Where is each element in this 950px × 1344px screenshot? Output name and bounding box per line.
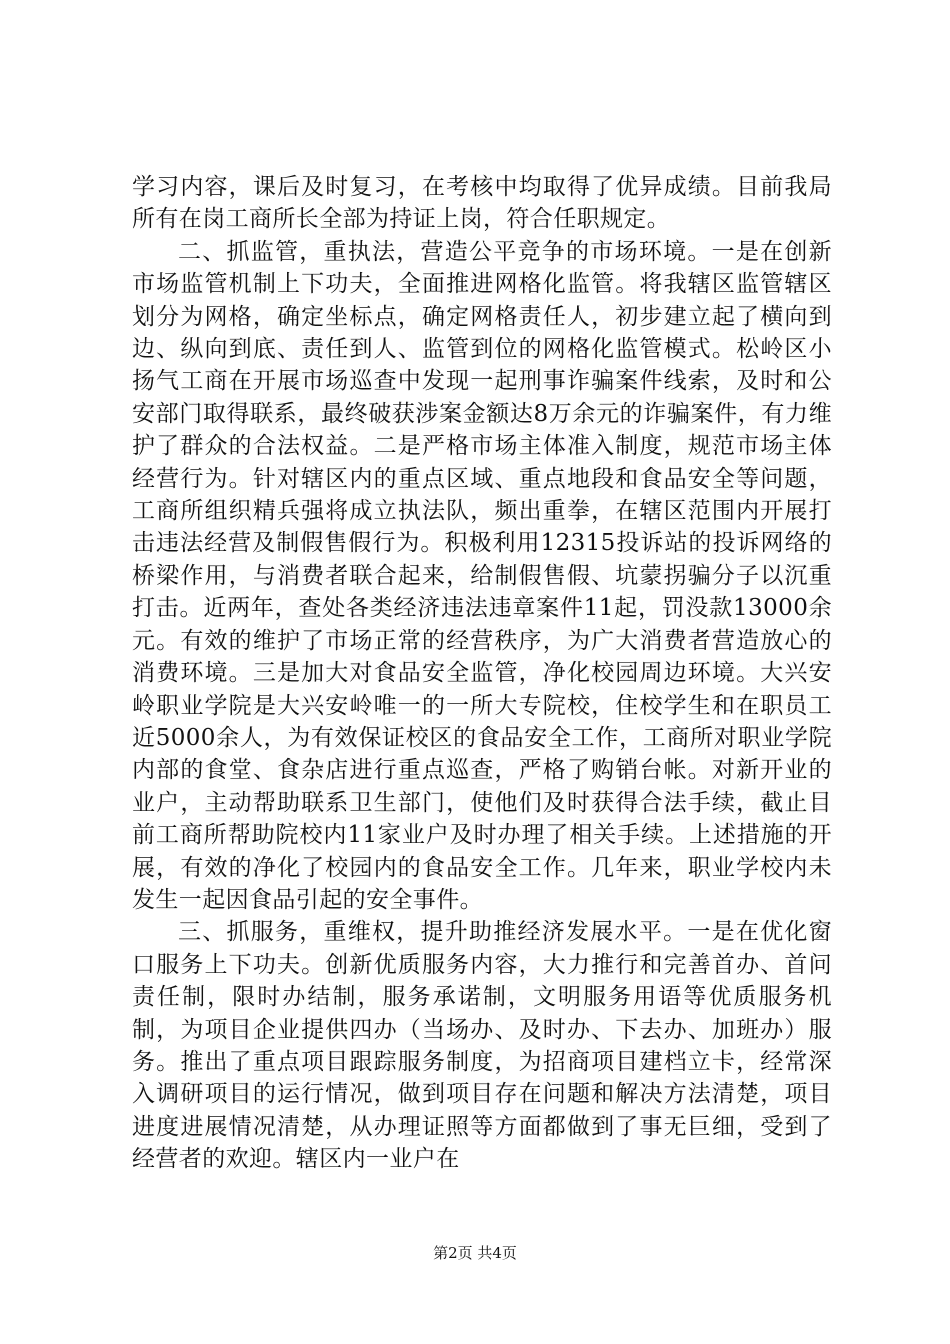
page-number-label: 第2页 共4页	[433, 1244, 517, 1262]
paragraph-3: 三、抓服务，重维权，提升助推经济发展水平。一是在优化窗口服务上下功夫。创新优质服务内容，大力推行和完善首办、首问责任制，限时办结制，服务承诺制，文明服务用语等优质服务机制，为项目企业提供四办（当场办、及时办、下去办、加班办）服务。推出了重点项目跟踪服务制度，为招商项目建档立卡，经常深入调研项目的运行情况，做到项目存在问题和解决方法清楚，项目进度进展情况清楚，从办理证照等方面都做到了事无巨细，受到了经营者的欢迎。辖区内一业户在	[132, 919, 832, 1173]
paragraph-2: 二、抓监管，重执法，营造公平竞争的市场环境。一是在创新市场监管机制上下功夫，全面推进网格化监管。将我辖区监管辖区划分为网格，确定坐标点，确定网格责任人，初步建立起了横向到边、纵向到底、责任到人、监管到位的网格化监管模式。松岭区小扬气工商在开展市场巡查中发现一起刑事诈骗案件线索，及时和公安部门取得联系，最终破获涉案金额达8万余元的诈骗案件，有力维护了群众的合法权益。二是严格市场主体准入制度，规范市场主体经营行为。针对辖区内的重点区域、重点地段和食品安全等问题，工商所组织精兵强将成立执法队，频出重拳，在辖区范围内开展打击违法经营及制假售假行为。积极利用12315投诉站的投诉网络的桥梁作用，与消费者联合起来，给制假售假、坑蒙拐骗分子以沉重打击。近两年，查处各类经济违法违章案件11起，罚没款13000余元。有效的维护了市场正常的经营秩序，为广大消费者营造放心的消费环境。三是加大对食品安全监管，净化校园周边环境。大兴安岭职业学院是大兴安岭唯一的一所大专院校，住校学生和在职员工近5000余人，为有效保证校区的食品安全工作，工商所对职业学院内部的食堂、食杂店进行重点巡查，严格了购销台帐。对新开业的业户，主动帮助联系卫生部门，使他们及时获得合法手续，截止目前工商所帮助院校内11家业户及时办理了相关手续。上述措施的开展，有效的净化了校园内的食品安全工作。几年来，职业学校内未发生一起因食品引起的安全事件。	[132, 238, 832, 913]
page-footer	[0, 1243, 950, 1263]
document-body	[132, 171, 832, 1176]
paragraph-1: 学习内容，课后及时复习，在考核中均取得了优异成绩。目前我局所有在岗工商所长全部为持证上岗，符合任职规定。	[132, 174, 832, 233]
